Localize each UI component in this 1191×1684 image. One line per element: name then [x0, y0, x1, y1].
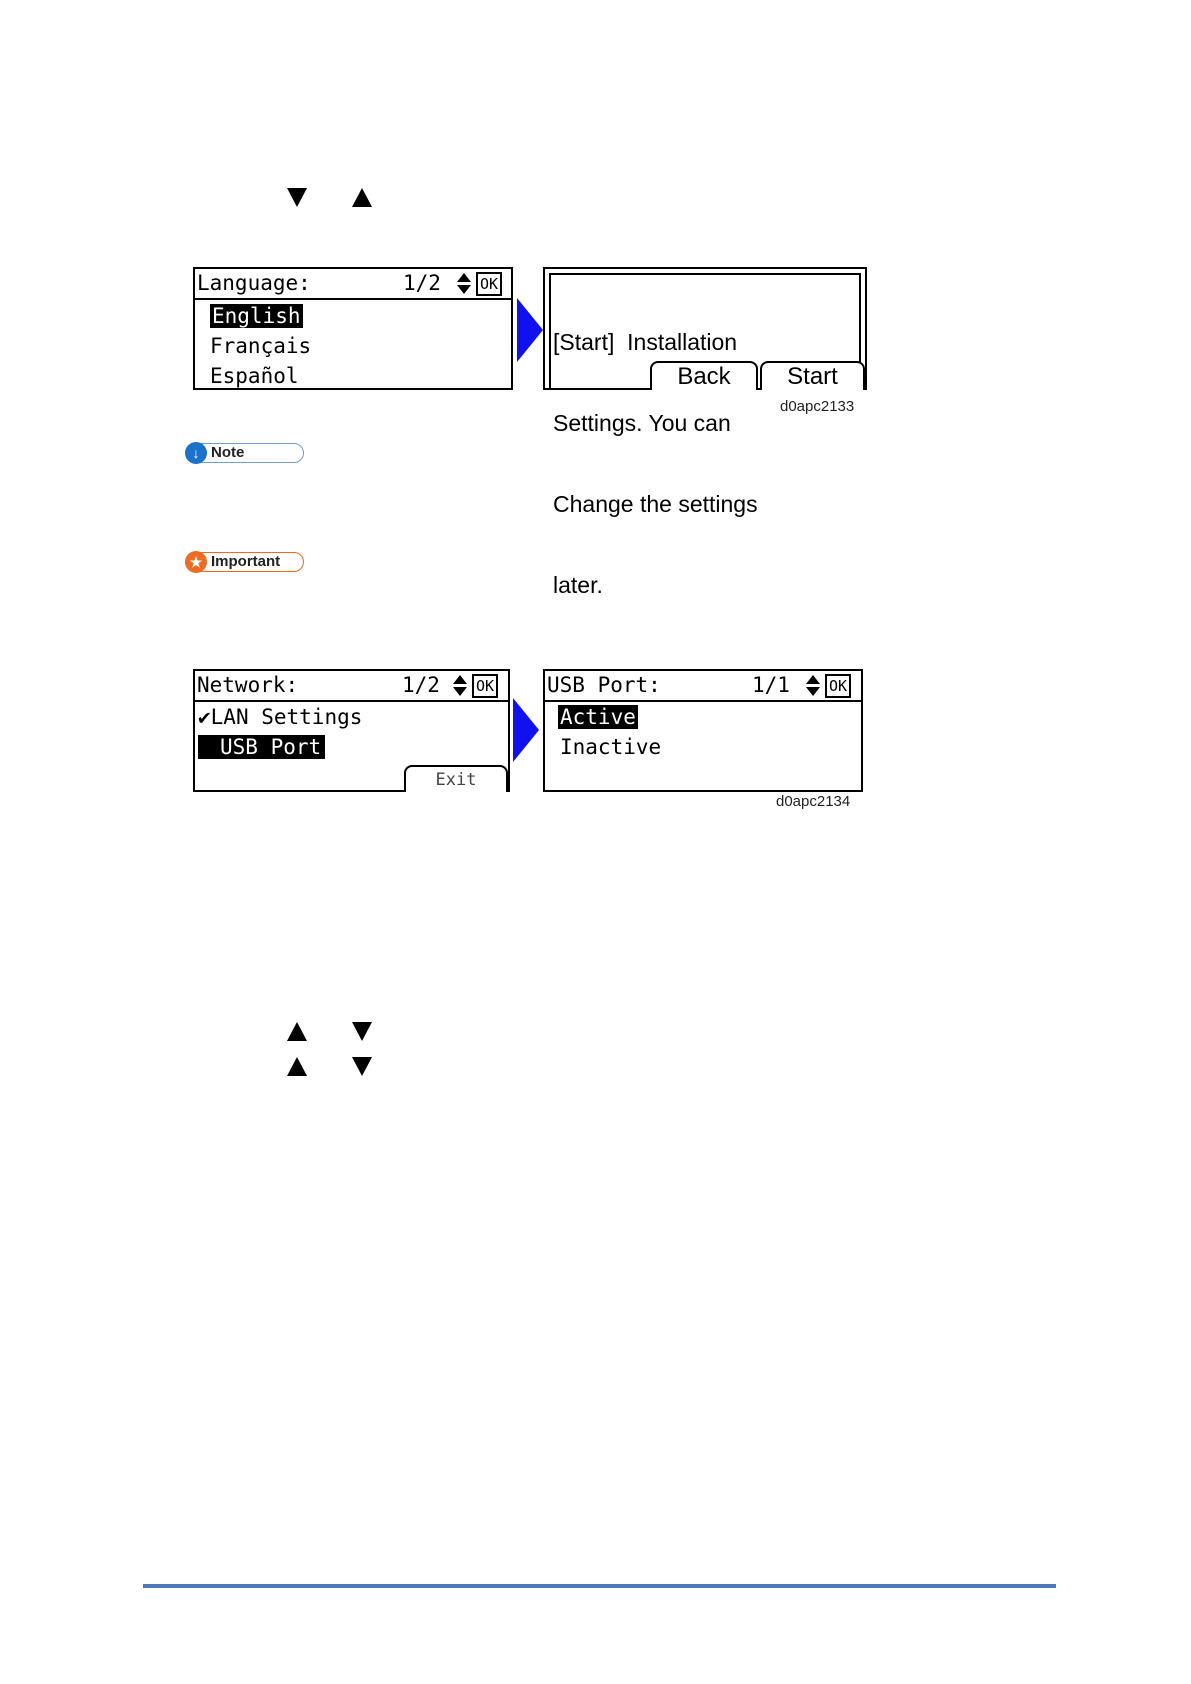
- lcd-title: Network:: [197, 673, 299, 697]
- list-item[interactable]: Inactive: [560, 735, 662, 759]
- usb-port-lcd-screen: [543, 669, 863, 792]
- ok-key[interactable]: OK: [476, 272, 502, 296]
- star-circle-icon: ★: [185, 551, 207, 573]
- footer-divider: [143, 1584, 1056, 1588]
- check-icon: ✔: [198, 705, 211, 729]
- arrow-down-circle-icon: ↓: [185, 442, 207, 464]
- note-badge: ↓ Note: [186, 443, 304, 463]
- down-arrow-icon: [352, 1057, 372, 1076]
- page-indicator: 1/2: [402, 673, 440, 697]
- ok-key[interactable]: OK: [472, 674, 498, 698]
- exit-button[interactable]: Exit: [404, 765, 508, 792]
- important-badge: ★ Important: [186, 552, 304, 572]
- list-item[interactable]: Active: [560, 705, 636, 729]
- network-lcd-screen: [193, 669, 510, 792]
- start-button[interactable]: Start: [760, 361, 865, 390]
- lcd-header: [195, 671, 508, 702]
- back-button[interactable]: Back: [650, 361, 758, 390]
- up-arrow-icon: [352, 188, 372, 207]
- message-text: [Start] Installation Settings. You can Change the settings later.: [553, 329, 758, 598]
- list-item[interactable]: ✔LAN Settings: [198, 705, 363, 729]
- up-down-icon: [457, 273, 471, 295]
- page-indicator: 1/1: [752, 673, 790, 697]
- list-item[interactable]: USB Port: [198, 733, 325, 761]
- language-lcd-screen: [193, 267, 513, 390]
- up-arrow-icon: [287, 1057, 307, 1076]
- ok-key[interactable]: OK: [825, 674, 851, 698]
- down-arrow-icon: [287, 188, 307, 207]
- transition-arrow-icon: [513, 698, 539, 762]
- figure-id: d0apc2133: [780, 398, 855, 415]
- transition-arrow-icon: [517, 298, 543, 362]
- up-arrow-icon: [287, 1022, 307, 1041]
- lcd-header: [545, 671, 861, 702]
- lcd-title: Language:: [197, 271, 311, 295]
- lcd-title: USB Port:: [547, 673, 661, 697]
- list-item[interactable]: Español: [210, 364, 299, 388]
- page-indicator: 1/2: [403, 271, 441, 295]
- lcd-header: [195, 269, 511, 300]
- up-down-icon: [806, 675, 820, 697]
- figure-id: d0apc2134: [776, 793, 851, 810]
- list-item[interactable]: Français: [210, 334, 312, 358]
- list-item[interactable]: English: [212, 304, 301, 328]
- down-arrow-icon: [352, 1022, 372, 1041]
- up-down-icon: [453, 675, 467, 697]
